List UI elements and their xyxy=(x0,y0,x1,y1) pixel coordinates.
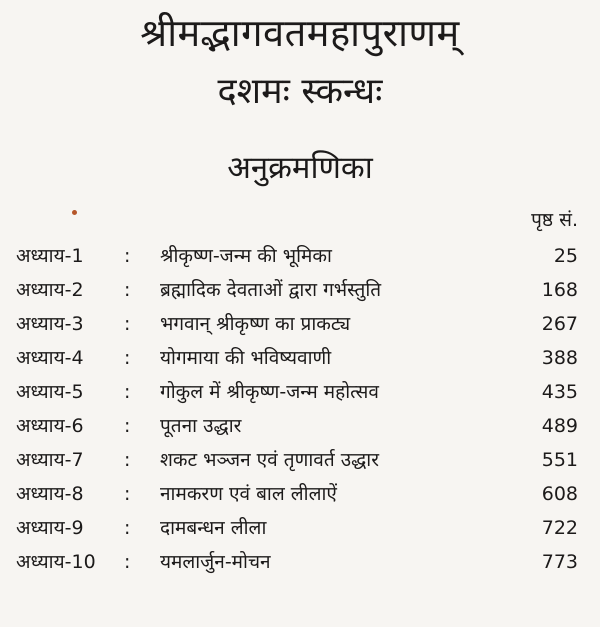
toc-row-6 xyxy=(0,412,600,446)
toc-row-5 xyxy=(0,378,600,412)
toc-row-3 xyxy=(0,310,600,344)
chapter-title: श्रीकृष्ण-जन्म की भूमिका xyxy=(160,245,332,267)
toc-row-8 xyxy=(0,480,600,514)
page-number: 722 xyxy=(541,517,578,539)
index-heading: अनुक्रमणिका xyxy=(227,150,373,186)
chapter-title: दामबन्धन लीला xyxy=(160,517,267,539)
chapter-title: यमलार्जुन-मोचन xyxy=(160,551,271,573)
separator-colon: : xyxy=(124,279,131,301)
separator-colon: : xyxy=(124,551,131,573)
page-number: 608 xyxy=(541,483,578,505)
page-number: 25 xyxy=(553,245,578,267)
page-number: 435 xyxy=(541,381,578,403)
chapter-title: ब्रह्मादिक देवताओं द्वारा गर्भस्तुति xyxy=(160,279,382,301)
toc-row-2 xyxy=(0,276,600,310)
separator-colon: : xyxy=(124,415,131,437)
page-number: 551 xyxy=(541,449,578,471)
chapter-title: गोकुल में श्रीकृष्ण-जन्म महोत्सव xyxy=(160,381,379,403)
chapter-label: अध्याय-2 xyxy=(16,279,84,301)
chapter-label: अध्याय-5 xyxy=(16,381,84,403)
chapter-label: अध्याय-4 xyxy=(16,347,84,369)
page-number: 388 xyxy=(541,347,578,369)
toc-row-10 xyxy=(0,548,600,582)
separator-colon: : xyxy=(124,483,131,505)
book-subtitle: दशमः स्कन्धः xyxy=(217,71,383,112)
toc-row-4 xyxy=(0,344,600,378)
chapter-label: अध्याय-1 xyxy=(16,245,84,267)
chapter-label: अध्याय-7 xyxy=(16,449,84,471)
page-number: 773 xyxy=(541,551,578,573)
chapter-title: पूतना उद्धार xyxy=(160,415,242,437)
chapter-label: अध्याय-9 xyxy=(16,517,84,539)
separator-colon: : xyxy=(124,313,131,335)
chapter-label: अध्याय-8 xyxy=(16,483,84,505)
toc-row-1 xyxy=(0,242,600,276)
chapter-title: योगमाया की भविष्यवाणी xyxy=(160,347,332,369)
separator-colon: : xyxy=(124,449,131,471)
page-number-column-label: पृष्ठ सं. xyxy=(531,209,578,231)
page-number: 168 xyxy=(541,279,578,301)
chapter-title: भगवान् श्रीकृष्ण का प्राकट्य xyxy=(160,313,351,335)
book-title: श्रीमद्भागवतमहापुराणम् xyxy=(140,11,460,55)
chapter-label: अध्याय-3 xyxy=(16,313,84,335)
chapter-title: शकट भञ्जन एवं तृणावर्त उद्धार xyxy=(160,449,379,471)
table-of-contents xyxy=(0,242,600,582)
ink-speck xyxy=(72,210,77,215)
separator-colon: : xyxy=(124,517,131,539)
separator-colon: : xyxy=(124,381,131,403)
page-number: 489 xyxy=(541,415,578,437)
chapter-title: नामकरण एवं बाल लीलाऐं xyxy=(160,483,337,505)
toc-row-9 xyxy=(0,514,600,548)
chapter-label: अध्याय-10 xyxy=(16,551,96,573)
toc-row-7 xyxy=(0,446,600,480)
separator-colon: : xyxy=(124,245,131,267)
page-number: 267 xyxy=(541,313,578,335)
separator-colon: : xyxy=(124,347,131,369)
chapter-label: अध्याय-6 xyxy=(16,415,84,437)
